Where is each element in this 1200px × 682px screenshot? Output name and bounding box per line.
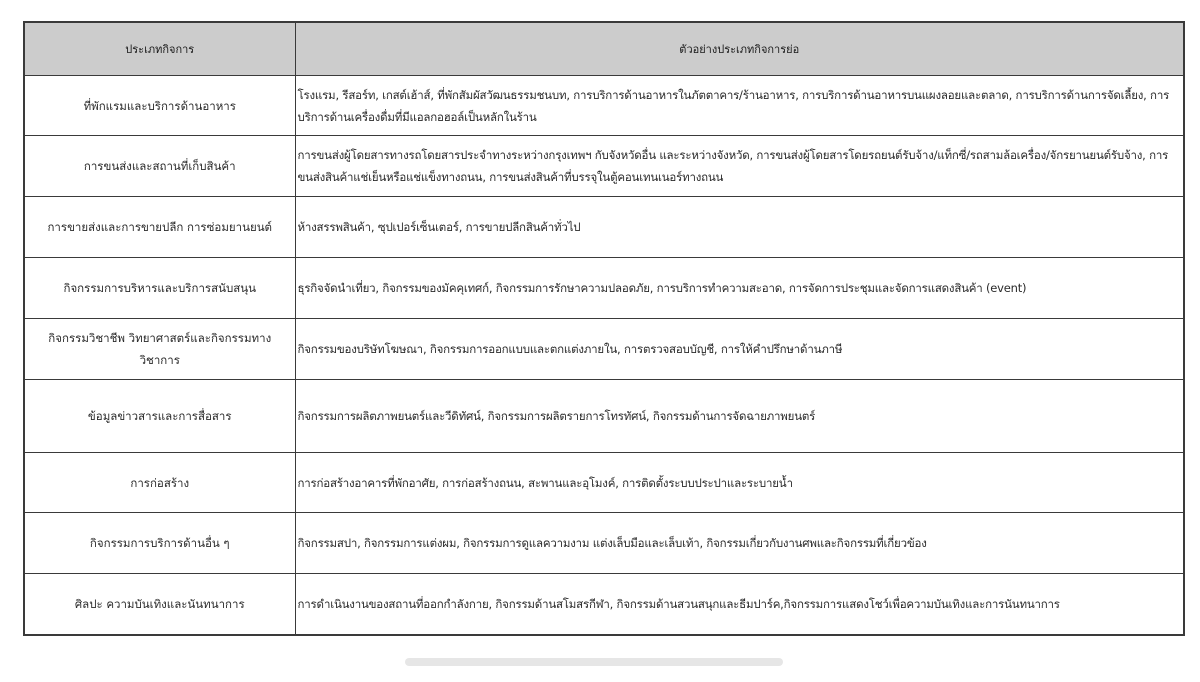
table-row <box>24 197 1184 258</box>
category-cell: ศิลปะ ความบันเทิงและนันทนาการ <box>24 574 295 635</box>
header-sub-business-examples: ตัวอย่างประเภทกิจการย่อ <box>295 22 1184 76</box>
examples-cell: ธุรกิจจัดนำเที่ยว, กิจกรรมของมัคคุเทศก์, กิจกรรมการรักษาความปลอดภัย, การบริการทำความสะอาด, การจัดการประชุมและจัดการแสดงสินค้า (event) <box>295 258 1184 319</box>
category-cell: กิจกรรมวิชาชีพ วิทยาศาสตร์และกิจกรรมทางวิชาการ <box>24 319 295 380</box>
table-row <box>24 76 1184 136</box>
examples-cell: กิจกรรมสปา, กิจกรรมการแต่งผม, กิจกรรมการดูแลความงาม แต่งเล็บมือและเล็บเท้า, กิจกรรมเกี่ยวกับงานศพและกิจกรรมที่เกี่ยวข้อง <box>295 513 1184 574</box>
examples-cell: โรงแรม, รีสอร์ท, เกสต์เฮ้าส์, ที่พักสัมผัสวัฒนธรรมชนบท, การบริการด้านอาหารในภัตตาคาร/ร้านอาหาร, การบริการด้านอาหารบนแผงลอยและตลาด, การบริการด้านการจัดเลี้ยง, การบริการด้านเครื่องดื่มที่มีแอลกอฮอล์เป็นหลักในร้าน <box>295 76 1184 136</box>
table-row <box>24 319 1184 380</box>
examples-cell: การดำเนินงานของสถานที่ออกกำลังกาย, กิจกรรมด้านสโมสรกีฬา, กิจกรรมด้านสวนสนุกและธีมปาร์ค,กิจกรรมการแสดงโชว์เพื่อความบันเทิงและการนันทนาการ <box>295 574 1184 635</box>
examples-cell: กิจกรรมของบริษัทโฆษณา, กิจกรรมการออกแบบและตกแต่งภายใน, การตรวจสอบบัญชี, การให้คำปรึกษาด้านภาษี <box>295 319 1184 380</box>
category-cell: ที่พักแรมและบริการด้านอาหาร <box>24 76 295 136</box>
business-type-table-container <box>23 21 1183 636</box>
examples-cell: ห้างสรรพสินค้า, ซุปเปอร์เซ็นเตอร์, การขายปลีกสินค้าทั่วไป <box>295 197 1184 258</box>
category-cell: การก่อสร้าง <box>24 453 295 513</box>
horizontal-scrollbar[interactable] <box>405 658 783 666</box>
table-row <box>24 513 1184 574</box>
category-cell: ข้อมูลข่าวสารและการสื่อสาร <box>24 380 295 453</box>
category-cell: กิจกรรมการบริการด้านอื่น ๆ <box>24 513 295 574</box>
business-type-table <box>23 21 1185 636</box>
examples-cell: การขนส่งผู้โดยสารทางรถโดยสารประจำทางระหว่างกรุงเทพฯ กับจังหวัดอื่น และระหว่างจังหวัด, การขนส่งผู้โดยสารโดยรถยนต์รับจ้าง/แท็กซี่/รถสามล้อเครื่อง/จักรยานยนต์รับจ้าง, การขนส่งสินค้าแช่เย็นหรือแช่แข็งทางถนน, การขนส่งสินค้าที่บรรจุในตู้คอนเทนเนอร์ทางถนน <box>295 136 1184 197</box>
table-row <box>24 453 1184 513</box>
table-row <box>24 258 1184 319</box>
examples-cell: กิจกรรมการผลิตภาพยนตร์และวีดิทัศน์, กิจกรรมการผลิตรายการโทรทัศน์, กิจกรรมด้านการจัดฉายภาพยนตร์ <box>295 380 1184 453</box>
category-cell: กิจกรรมการบริหารและบริการสนับสนุน <box>24 258 295 319</box>
table-row <box>24 136 1184 197</box>
table-header-row <box>24 22 1184 76</box>
table-row <box>24 380 1184 453</box>
category-cell: การขนส่งและสถานที่เก็บสินค้า <box>24 136 295 197</box>
header-business-type: ประเภทกิจการ <box>24 22 295 76</box>
category-cell: การขายส่งและการขายปลีก การซ่อมยานยนต์ <box>24 197 295 258</box>
table-row <box>24 574 1184 635</box>
examples-cell: การก่อสร้างอาคารที่พักอาศัย, การก่อสร้างถนน, สะพานและอุโมงค์, การติดตั้งระบบประปาและระบายน้ำ <box>295 453 1184 513</box>
